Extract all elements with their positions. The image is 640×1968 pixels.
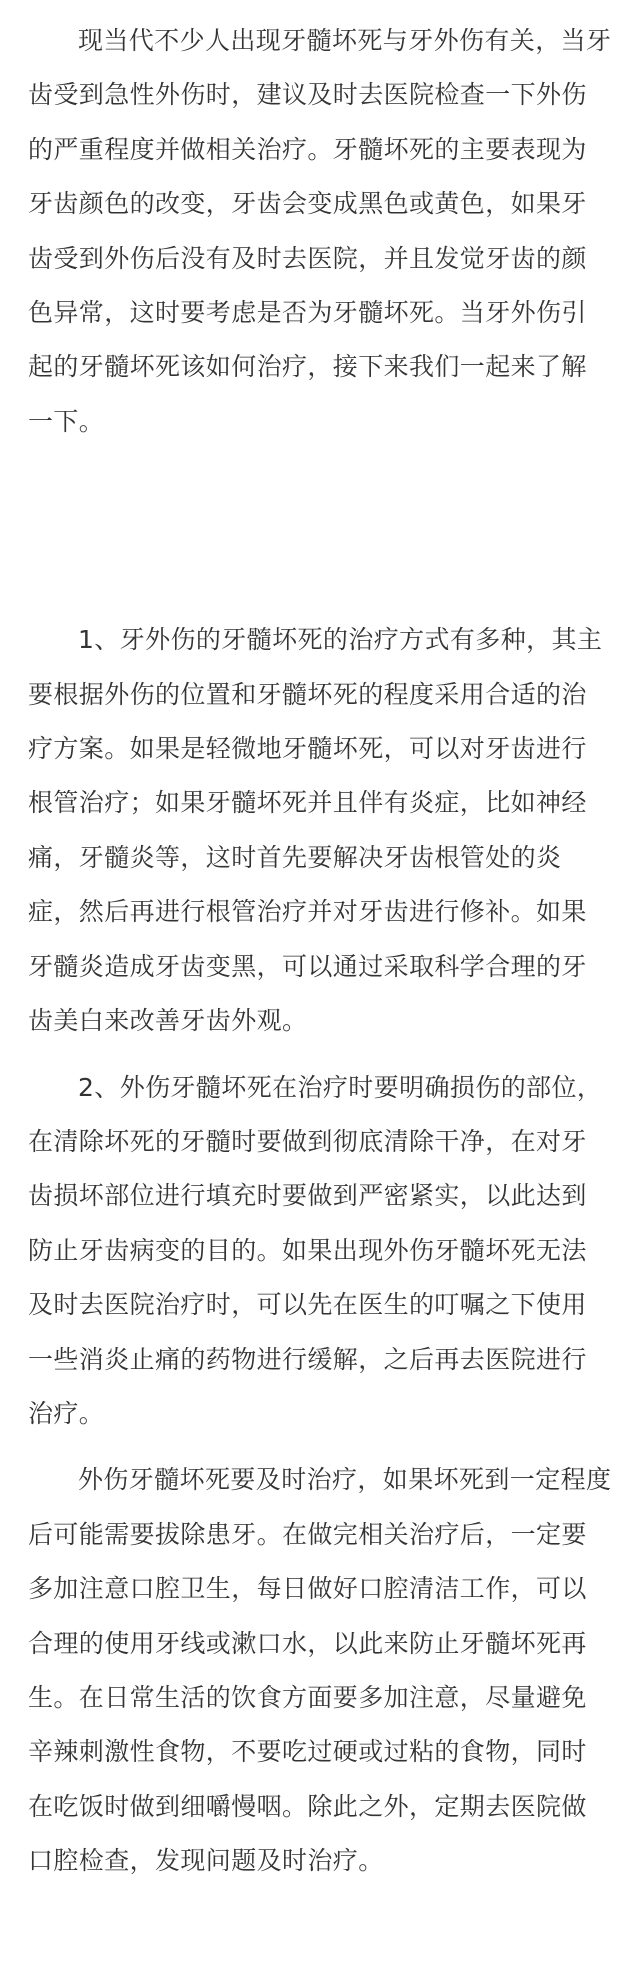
treatment-point-1: 1、牙外伤的牙髓坏死的治疗方式有多种，其主要根据外伤的位置和牙髓坏死的程度采用合适的治疗方案。如果是轻微地牙髓坏死，可以对牙齿进行根管治疗；如果牙髓坏死并且伴有炎症，比如神经痛，牙髓炎等，这时首先要解决牙齿根管处的炎症，然后再进行根管治疗并对牙齿进行修补。如果牙髓炎造成牙齿变黑，可以通过采取科学合理的牙齿美白来改善牙齿外观。 bbox=[28, 625, 603, 1036]
treatment-point-2: 2、外伤牙髓坏死在治疗时要明确损伤的部位，在清除坏死的牙髓时要做到彻底清除干净，在对牙齿损坏部位进行填充时要做到严密紧实，以此达到防止牙齿病变的目的。如果出现外伤牙髓坏死无法及时去医院治疗时，可以先在医生的叮嘱之下使用一些消炎止痛的药物进行缓解，之后再去医院进行治疗。 bbox=[28, 1072, 603, 1428]
intro-paragraph: 现当代不少人出现牙髓坏死与牙外伤有关，当牙齿受到急性外伤时，建议及时去医院检查一下外伤的严重程度并做相关治疗。牙髓坏死的主要表现为牙齿颜色的改变，牙齿会变成黑色或黄色，如果牙齿受到外伤后没有及时去医院，并且发觉牙齿的颜色异常，这时要考虑是否为牙髓坏死。当牙外伤引起的牙髓坏死该如何治疗，接下来我们一起来了解一下。 bbox=[28, 26, 612, 436]
section-spacer bbox=[28, 449, 612, 613]
paragraph-spacer bbox=[28, 1049, 612, 1061]
conclusion-paragraph: 外伤牙髓坏死要及时治疗，如果坏死到一定程度后可能需要拔除患牙。在做完相关治疗后，一定要多加注意口腔卫生，每日做好口腔清洁工作，可以合理的使用牙线或漱口水，以此来防止牙髓坏死再生。在日常生活的饮食方面要多加注意，尽量避免辛辣刺激性食物，不要吃过硬或过粘的食物，同时在吃饭时做到细嚼慢咽。除此之外，定期去医院做口腔检查，发现问题及时治疗。 bbox=[28, 1465, 612, 1876]
paragraph-spacer bbox=[28, 1441, 612, 1453]
